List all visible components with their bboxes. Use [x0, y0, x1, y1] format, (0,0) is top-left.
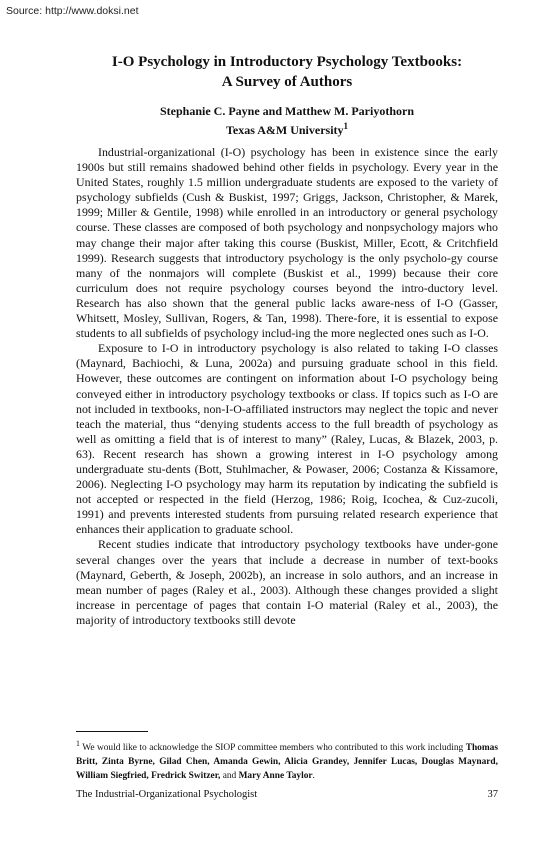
footnote	[76, 737, 498, 783]
footnote-last-name: Mary Anne Taylor	[238, 771, 313, 782]
footnote-end: .	[312, 771, 315, 782]
author-affiliation: Texas A&M University	[225, 123, 344, 137]
page-number: 37	[487, 789, 498, 800]
article-title	[76, 52, 498, 92]
footnote-number: 1	[76, 739, 80, 748]
title-line-2: A Survey of Authors	[221, 74, 353, 90]
paragraph: Industrial-organizational (I-O) psychology has been in existence since the early 1900s but still remains shadowed behind other fields in psychology. Every year in the United States, roughly 1.5 million undergraduate students are exposed to the variety of psychology subfields (Cush & Buskist, 1997; Griggs, Jackson, Christopher, & Marek, 1999; Miller & Gentile, 1998) while enrolled in an introductory or general psychology course. These classes are composed of both psychology and nonpsychology majors who may change their major after taking this course (Buskist, Miller, Ecott, & Critchfield 1999). Research suggests that introductory psychology is the only psycholo-gy course many of the nonmajors will complete (Buskist et al., 1999) because their core curriculum does not require psychology courses beyond the intro-ductory level. Research has also shown that the general public lacks aware-ness of I-O (Gasser, Whitsett, Mosley, Sullivan, Rogers, & Tan, 1998). There-fore, it is essential to expose students to all subfields of psychology includ-ing the more neglected ones such as I-O.	[76, 145, 498, 341]
footnote-marker: 1	[343, 121, 349, 131]
article-page	[76, 52, 498, 628]
source-label: Source: http://www.doksi.net	[6, 5, 139, 17]
paragraph: Exposure to I-O in introductory psychology is also related to taking I-O classes (Maynard, Bachiochi, & Luna, 2002a) and pursuing graduate school in this field. However, these outcomes are contingent on information about I-O psychology being conveyed either in introductory psychology textbooks or class. If topics such as I-O are not included in textbooks, non-I-O-affiliated instructors may neglect the topic and never teach the material, thus “denying students access to the full breadth of psychology as well as omitting a field that is of interest to many” (Raley, Lucas, & Blazek, 2003, p. 63). Recent research has shown a growing interest in I-O psychology among undergraduate stu-dents (Bott, Stuhlmacher, & Powaser, 2006; Costanza & Kissamore, 2006). Neglecting I-O psychology may harm its reputation by indicating the subfield is not accepted or respected in the field (Herzog, 1986; Roig, Icochea, & Cuz-zucoli, 1991) and prevents interested students from pursuing related research experience that enhances their application to graduate school.	[76, 341, 498, 537]
footnote-text: We would like to acknowledge the SIOP committee members who contributed to this work including	[82, 743, 464, 754]
footnote-names: Thomas Britt, Zinta Byrne, Gilad Chen, Amanda Gewin, Alicia Grandey, Jennifer Lucas, Douglas Maynard, William Siegfried, Fredrick Switzer,	[76, 743, 498, 782]
title-line-1: I-O Psychology in Introductory Psychology Textbooks:	[111, 54, 463, 70]
footnote-divider	[76, 731, 148, 732]
journal-name: The Industrial-Organizational Psychologist	[76, 789, 258, 800]
paragraph: Recent studies indicate that introductory psychology textbooks have under-gone several changes over the years that include a decrease in number of text-books (Maynard, Geberth, & Joseph, 2002b), an increase in solo authors, and an increase in mean number of pages (Raley et al., 2003). Although these changes provided a slight increase in percentage of pages that contain I-O material (Raley et al., 2003), the majority of introductory textbooks still devote	[76, 537, 498, 627]
author-names: Stephanie C. Payne and Matthew M. Pariyothorn	[160, 104, 414, 118]
page-footer	[76, 789, 498, 800]
footnote-and: and	[222, 771, 237, 782]
author-block	[76, 104, 498, 138]
article-body	[76, 145, 498, 628]
